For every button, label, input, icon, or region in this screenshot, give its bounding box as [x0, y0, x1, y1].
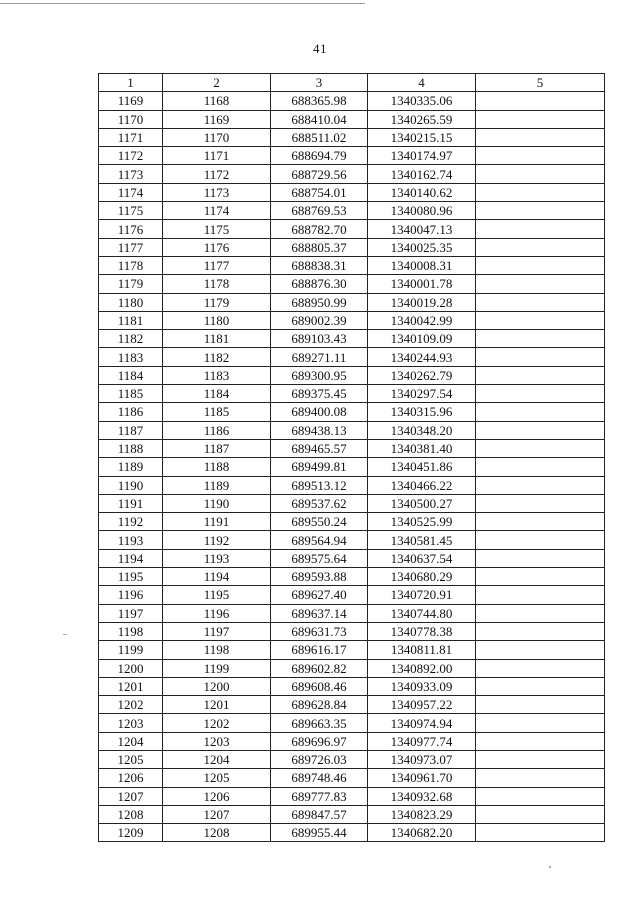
table-cell-col-1: 1174	[99, 183, 163, 201]
table-cell-col-4: 1340811.81	[368, 641, 476, 659]
table-row	[99, 147, 605, 165]
table-cell-col-4: 1340047.13	[368, 220, 476, 238]
table-cell-col-5	[476, 494, 605, 512]
table-cell-col-3: 689002.39	[271, 311, 368, 329]
table-cell-col-5	[476, 238, 605, 256]
table-cell-col-1: 1182	[99, 330, 163, 348]
table-cell-col-4: 1340140.62	[368, 183, 476, 201]
table-cell-col-5	[476, 366, 605, 384]
table-cell-col-3: 689271.11	[271, 348, 368, 366]
table-cell-col-3: 689575.64	[271, 549, 368, 567]
column-header-4: 4	[368, 74, 476, 92]
table-cell-col-5	[476, 622, 605, 640]
top-scan-rule	[0, 3, 365, 4]
table-row	[99, 750, 605, 768]
table-cell-col-4: 1340348.20	[368, 421, 476, 439]
table-cell-col-1: 1188	[99, 439, 163, 457]
table-cell-col-5	[476, 586, 605, 604]
table-cell-col-3: 689955.44	[271, 824, 368, 842]
table-cell-col-4: 1340244.93	[368, 348, 476, 366]
table-cell-col-5	[476, 92, 605, 110]
table-cell-col-3: 689550.24	[271, 513, 368, 531]
table-cell-col-2: 1201	[163, 696, 271, 714]
table-cell-col-1: 1176	[99, 220, 163, 238]
table-cell-col-1: 1199	[99, 641, 163, 659]
table-cell-col-5	[476, 750, 605, 768]
table-cell-col-3: 689847.57	[271, 805, 368, 823]
table-cell-col-3: 689564.94	[271, 531, 368, 549]
table-cell-col-5	[476, 805, 605, 823]
table-cell-col-4: 1340080.96	[368, 202, 476, 220]
table-cell-col-5	[476, 165, 605, 183]
table-row	[99, 165, 605, 183]
table-cell-col-4: 1340297.54	[368, 385, 476, 403]
table-row	[99, 183, 605, 201]
table-row	[99, 586, 605, 604]
table-cell-col-1: 1191	[99, 494, 163, 512]
table-cell-col-1: 1192	[99, 513, 163, 531]
table-row	[99, 92, 605, 110]
table-row	[99, 110, 605, 128]
table-cell-col-5	[476, 183, 605, 201]
table-body	[99, 92, 605, 842]
table-cell-col-3: 689608.46	[271, 677, 368, 695]
column-header-5: 5	[476, 74, 605, 92]
table-row	[99, 275, 605, 293]
table-row	[99, 238, 605, 256]
table-cell-col-2: 1194	[163, 568, 271, 586]
table-cell-col-1: 1171	[99, 128, 163, 146]
table-row	[99, 622, 605, 640]
table-cell-col-3: 689537.62	[271, 494, 368, 512]
table-cell-col-4: 1340451.86	[368, 458, 476, 476]
table-cell-col-2: 1169	[163, 110, 271, 128]
table-row	[99, 476, 605, 494]
table-cell-col-1: 1205	[99, 750, 163, 768]
table-cell-col-1: 1189	[99, 458, 163, 476]
margin-mark	[63, 634, 67, 635]
table-cell-col-2: 1207	[163, 805, 271, 823]
table-cell-col-4: 1340974.94	[368, 714, 476, 732]
table-cell-col-4: 1340525.99	[368, 513, 476, 531]
table-row	[99, 220, 605, 238]
table-cell-col-1: 1173	[99, 165, 163, 183]
table-cell-col-3: 688805.37	[271, 238, 368, 256]
table-cell-col-1: 1179	[99, 275, 163, 293]
table-cell-col-5	[476, 696, 605, 714]
table-row	[99, 256, 605, 274]
table-cell-col-4: 1340042.99	[368, 311, 476, 329]
table-cell-col-3: 689602.82	[271, 659, 368, 677]
table-row	[99, 769, 605, 787]
table-cell-col-2: 1183	[163, 366, 271, 384]
table-cell-col-5	[476, 330, 605, 348]
table-cell-col-3: 689400.08	[271, 403, 368, 421]
table-cell-col-1: 1180	[99, 293, 163, 311]
table-cell-col-2: 1180	[163, 311, 271, 329]
table-cell-col-4: 1340720.91	[368, 586, 476, 604]
table-row	[99, 732, 605, 750]
table-cell-col-2: 1186	[163, 421, 271, 439]
table-cell-col-4: 1340174.97	[368, 147, 476, 165]
table-cell-col-5	[476, 110, 605, 128]
table-cell-col-5	[476, 220, 605, 238]
table-row	[99, 568, 605, 586]
table-cell-col-1: 1170	[99, 110, 163, 128]
table-row	[99, 403, 605, 421]
table-cell-col-2: 1199	[163, 659, 271, 677]
table-cell-col-5	[476, 385, 605, 403]
table-row	[99, 549, 605, 567]
table-cell-col-2: 1190	[163, 494, 271, 512]
table-cell-col-3: 688754.01	[271, 183, 368, 201]
table-row	[99, 659, 605, 677]
table-cell-col-2: 1177	[163, 256, 271, 274]
table-cell-col-4: 1340637.54	[368, 549, 476, 567]
table-row	[99, 366, 605, 384]
table-cell-col-4: 1340682.20	[368, 824, 476, 842]
table-cell-col-1: 1196	[99, 586, 163, 604]
table-row	[99, 439, 605, 457]
table-cell-col-2: 1187	[163, 439, 271, 457]
table-cell-col-3: 688410.04	[271, 110, 368, 128]
table-cell-col-2: 1192	[163, 531, 271, 549]
table-cell-col-5	[476, 476, 605, 494]
table-cell-col-2: 1189	[163, 476, 271, 494]
table-cell-col-2: 1197	[163, 622, 271, 640]
table-cell-col-5	[476, 769, 605, 787]
table-cell-col-5	[476, 641, 605, 659]
table-cell-col-2: 1181	[163, 330, 271, 348]
table-cell-col-5	[476, 568, 605, 586]
table-cell-col-4: 1340977.74	[368, 732, 476, 750]
table-cell-col-4: 1340109.09	[368, 330, 476, 348]
table-row	[99, 677, 605, 695]
table-cell-col-2: 1196	[163, 604, 271, 622]
table-cell-col-3: 688838.31	[271, 256, 368, 274]
table-cell-col-5	[476, 714, 605, 732]
table-cell-col-2: 1206	[163, 787, 271, 805]
table-cell-col-2: 1200	[163, 677, 271, 695]
table-row	[99, 421, 605, 439]
table-cell-col-3: 689438.13	[271, 421, 368, 439]
table-cell-col-2: 1202	[163, 714, 271, 732]
table-cell-col-5	[476, 293, 605, 311]
table-cell-col-4: 1340162.74	[368, 165, 476, 183]
table-cell-col-1: 1186	[99, 403, 163, 421]
table-cell-col-2: 1193	[163, 549, 271, 567]
table-cell-col-4: 1340933.09	[368, 677, 476, 695]
table-cell-col-4: 1340466.22	[368, 476, 476, 494]
table-cell-col-1: 1190	[99, 476, 163, 494]
table-cell-col-5	[476, 256, 605, 274]
table-cell-col-3: 689300.95	[271, 366, 368, 384]
table-cell-col-1: 1172	[99, 147, 163, 165]
table-cell-col-3: 689616.17	[271, 641, 368, 659]
table-cell-col-4: 1340932.68	[368, 787, 476, 805]
table-row	[99, 458, 605, 476]
table-cell-col-5	[476, 275, 605, 293]
table-cell-col-3: 689628.84	[271, 696, 368, 714]
table-cell-col-2: 1191	[163, 513, 271, 531]
table-cell-col-4: 1340892.00	[368, 659, 476, 677]
table-cell-col-5	[476, 513, 605, 531]
table-cell-col-5	[476, 311, 605, 329]
table-row	[99, 385, 605, 403]
table-cell-col-5	[476, 824, 605, 842]
table-row	[99, 696, 605, 714]
table-cell-col-1: 1204	[99, 732, 163, 750]
table-cell-col-1: 1198	[99, 622, 163, 640]
table-cell-col-2: 1171	[163, 147, 271, 165]
table-cell-col-2: 1208	[163, 824, 271, 842]
table-cell-col-3: 689748.46	[271, 769, 368, 787]
table-cell-col-3: 689465.57	[271, 439, 368, 457]
table-cell-col-5	[476, 732, 605, 750]
table-cell-col-1: 1175	[99, 202, 163, 220]
table-cell-col-3: 688694.79	[271, 147, 368, 165]
table-cell-col-2: 1174	[163, 202, 271, 220]
table-cell-col-3: 689513.12	[271, 476, 368, 494]
scan-speck	[549, 866, 551, 868]
table-cell-col-5	[476, 531, 605, 549]
table-cell-col-1: 1169	[99, 92, 163, 110]
table-row	[99, 604, 605, 622]
table-cell-col-4: 1340025.35	[368, 238, 476, 256]
table-cell-col-4: 1340957.22	[368, 696, 476, 714]
table-cell-col-4: 1340265.59	[368, 110, 476, 128]
table-cell-col-4: 1340961.70	[368, 769, 476, 787]
table-row	[99, 202, 605, 220]
table-cell-col-4: 1340500.27	[368, 494, 476, 512]
column-header-1: 1	[99, 74, 163, 92]
table-cell-col-1: 1208	[99, 805, 163, 823]
table-row	[99, 330, 605, 348]
table-cell-col-2: 1185	[163, 403, 271, 421]
table-cell-col-4: 1340381.40	[368, 439, 476, 457]
table-cell-col-1: 1195	[99, 568, 163, 586]
table-cell-col-4: 1340778.38	[368, 622, 476, 640]
table-cell-col-3: 688729.56	[271, 165, 368, 183]
table-cell-col-2: 1195	[163, 586, 271, 604]
table-cell-col-5	[476, 128, 605, 146]
column-header-3: 3	[271, 74, 368, 92]
table-row	[99, 714, 605, 732]
table-cell-col-3: 689663.35	[271, 714, 368, 732]
table-cell-col-1: 1202	[99, 696, 163, 714]
table-cell-col-2: 1203	[163, 732, 271, 750]
table-cell-col-5	[476, 348, 605, 366]
table-cell-col-5	[476, 403, 605, 421]
table-cell-col-5	[476, 659, 605, 677]
column-header-2: 2	[163, 74, 271, 92]
table-cell-col-2: 1198	[163, 641, 271, 659]
table-cell-col-4: 1340215.15	[368, 128, 476, 146]
table-cell-col-1: 1194	[99, 549, 163, 567]
table-cell-col-3: 688365.98	[271, 92, 368, 110]
table-cell-col-3: 689375.45	[271, 385, 368, 403]
table-row	[99, 348, 605, 366]
table-cell-col-5	[476, 787, 605, 805]
table-cell-col-5	[476, 549, 605, 567]
table-cell-col-1: 1187	[99, 421, 163, 439]
table-cell-col-1: 1206	[99, 769, 163, 787]
table-cell-col-3: 689726.03	[271, 750, 368, 768]
table-cell-col-2: 1173	[163, 183, 271, 201]
table-cell-col-3: 689499.81	[271, 458, 368, 476]
table-cell-col-1: 1197	[99, 604, 163, 622]
table-cell-col-1: 1209	[99, 824, 163, 842]
table-cell-col-1: 1200	[99, 659, 163, 677]
table-cell-col-4: 1340973.07	[368, 750, 476, 768]
table-cell-col-2: 1176	[163, 238, 271, 256]
table-cell-col-2: 1172	[163, 165, 271, 183]
table-row	[99, 494, 605, 512]
table-cell-col-2: 1175	[163, 220, 271, 238]
table-row	[99, 128, 605, 146]
table-cell-col-3: 688769.53	[271, 202, 368, 220]
table-row	[99, 311, 605, 329]
table-cell-col-5	[476, 421, 605, 439]
table-cell-col-5	[476, 677, 605, 695]
table-cell-col-4: 1340744.80	[368, 604, 476, 622]
table-cell-col-1: 1193	[99, 531, 163, 549]
table-cell-col-3: 688950.99	[271, 293, 368, 311]
table-cell-col-4: 1340019.28	[368, 293, 476, 311]
table-cell-col-1: 1203	[99, 714, 163, 732]
table-cell-col-4: 1340680.29	[368, 568, 476, 586]
table-cell-col-2: 1204	[163, 750, 271, 768]
table-row	[99, 531, 605, 549]
table-cell-col-1: 1207	[99, 787, 163, 805]
table-cell-col-3: 689696.97	[271, 732, 368, 750]
table-cell-col-3: 688782.70	[271, 220, 368, 238]
table-row	[99, 787, 605, 805]
table-row	[99, 293, 605, 311]
table-cell-col-3: 689631.73	[271, 622, 368, 640]
table-cell-col-5	[476, 604, 605, 622]
table-cell-col-3: 689637.14	[271, 604, 368, 622]
table-cell-col-4: 1340335.06	[368, 92, 476, 110]
table-cell-col-2: 1179	[163, 293, 271, 311]
table-cell-col-1: 1178	[99, 256, 163, 274]
table-cell-col-3: 689627.40	[271, 586, 368, 604]
table-cell-col-5	[476, 147, 605, 165]
table-cell-col-5	[476, 202, 605, 220]
table-cell-col-5	[476, 439, 605, 457]
table-cell-col-2: 1205	[163, 769, 271, 787]
coordinates-table	[98, 73, 605, 842]
table-cell-col-2: 1182	[163, 348, 271, 366]
table-cell-col-1: 1181	[99, 311, 163, 329]
table-cell-col-3: 688876.30	[271, 275, 368, 293]
table-row	[99, 824, 605, 842]
table-row	[99, 805, 605, 823]
table-cell-col-4: 1340262.79	[368, 366, 476, 384]
table-cell-col-3: 688511.02	[271, 128, 368, 146]
table-cell-col-4: 1340008.31	[368, 256, 476, 274]
table-cell-col-1: 1177	[99, 238, 163, 256]
table-cell-col-3: 689777.83	[271, 787, 368, 805]
table-header-row	[99, 74, 605, 92]
table-cell-col-4: 1340581.45	[368, 531, 476, 549]
table-cell-col-2: 1168	[163, 92, 271, 110]
table-cell-col-1: 1183	[99, 348, 163, 366]
table-cell-col-3: 689103.43	[271, 330, 368, 348]
table-row	[99, 641, 605, 659]
page-number: 41	[313, 41, 327, 56]
table-cell-col-1: 1185	[99, 385, 163, 403]
table-cell-col-4: 1340001.78	[368, 275, 476, 293]
table-cell-col-2: 1184	[163, 385, 271, 403]
table-cell-col-4: 1340315.96	[368, 403, 476, 421]
table-cell-col-1: 1184	[99, 366, 163, 384]
table-cell-col-1: 1201	[99, 677, 163, 695]
table-cell-col-2: 1178	[163, 275, 271, 293]
table-cell-col-2: 1170	[163, 128, 271, 146]
table-cell-col-2: 1188	[163, 458, 271, 476]
table-cell-col-3: 689593.88	[271, 568, 368, 586]
table-row	[99, 513, 605, 531]
table-cell-col-4: 1340823.29	[368, 805, 476, 823]
table-cell-col-5	[476, 458, 605, 476]
